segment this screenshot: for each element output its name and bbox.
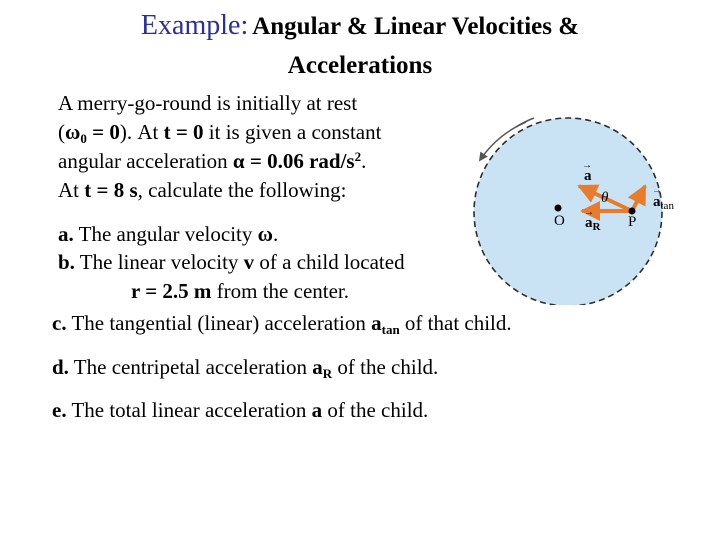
omega-symbol: ω <box>257 222 273 246</box>
period: . <box>273 222 279 246</box>
a-tan-symbol <box>371 311 400 335</box>
label-a-vector: a <box>584 168 592 184</box>
paren-open: ( <box>58 120 65 144</box>
period: . <box>361 149 367 173</box>
question-text-end: of that child. <box>399 311 512 335</box>
alpha-intro: angular acceleration <box>58 149 233 173</box>
time-eight: t = 8 s <box>84 178 138 202</box>
question-letter: a. <box>58 222 74 246</box>
question-letter: d. <box>52 355 69 379</box>
a-symbol: a <box>371 311 382 335</box>
label-theta: θ <box>601 190 609 206</box>
question-c <box>52 309 512 338</box>
question-text-end: from the center. <box>211 279 350 303</box>
question-b <box>58 248 405 277</box>
label-a-arrow: → <box>582 160 592 171</box>
question-letter: e. <box>52 398 67 422</box>
omega-value: = 0 <box>86 120 120 144</box>
slide-title <box>40 8 680 84</box>
question-text: The tangential (linear) acceleration <box>66 311 372 335</box>
question-text: The total linear acceleration <box>66 398 312 422</box>
label-o: O <box>554 213 565 229</box>
time-zero: t = 0 <box>163 120 204 144</box>
a-r-symbol <box>312 355 332 379</box>
intro-text: A merry-go-round is initially at rest <box>58 91 358 115</box>
question-text-end: of the child. <box>332 355 439 379</box>
question-text-end: of the child. <box>322 398 429 422</box>
velocity-symbol: v <box>243 250 255 274</box>
alpha-text: α = 0.06 rad/s <box>232 149 355 173</box>
alpha-value <box>233 149 361 173</box>
intro-line-1 <box>58 89 357 118</box>
omega-subscript: 0 <box>80 131 87 146</box>
question-letter: b. <box>58 250 75 274</box>
a-symbol: a <box>312 355 323 379</box>
label-p: P <box>628 214 637 230</box>
intro-line-2 <box>58 118 381 147</box>
merry-go-round-diagram <box>458 100 690 305</box>
question-letter: c. <box>52 311 67 335</box>
title-line2: Accelerations <box>287 52 433 79</box>
center-point-o <box>555 205 562 212</box>
label-atan-vector: $a_{tan}$ <box>653 194 674 212</box>
question-text: The linear velocity <box>74 250 244 274</box>
alpha-exponent: 2 <box>354 149 362 164</box>
at-text: At <box>58 178 85 202</box>
label-ar-vector: $a_R$ <box>585 215 601 233</box>
title-rest: Angular & Linear Velocities & <box>252 13 580 40</box>
omega-zero <box>65 120 120 144</box>
intro-end: it is given a constant <box>203 120 382 144</box>
a-symbol: a <box>311 398 323 422</box>
r-subscript: R <box>322 366 333 381</box>
intro-line-3 <box>58 147 366 176</box>
question-e <box>52 396 428 425</box>
intro-mid: ). At <box>119 120 164 144</box>
question-b-cont <box>131 277 349 306</box>
question-text-end: of a child located <box>254 250 405 274</box>
title-lead: Example: <box>140 10 249 41</box>
omega-symbol: ω <box>65 120 81 144</box>
question-d <box>52 353 438 382</box>
calc-text: , calculate the following: <box>137 178 347 202</box>
radius-value: r = 2.5 m <box>131 279 212 303</box>
tan-subscript: tan <box>381 322 400 337</box>
question-text: The angular velocity <box>73 222 258 246</box>
label-ar-arrow: → <box>584 207 594 218</box>
question-text: The centripetal acceleration <box>68 355 313 379</box>
question-a <box>58 220 278 249</box>
intro-line-4 <box>58 176 346 205</box>
label-atan-arrow: → <box>652 185 662 196</box>
